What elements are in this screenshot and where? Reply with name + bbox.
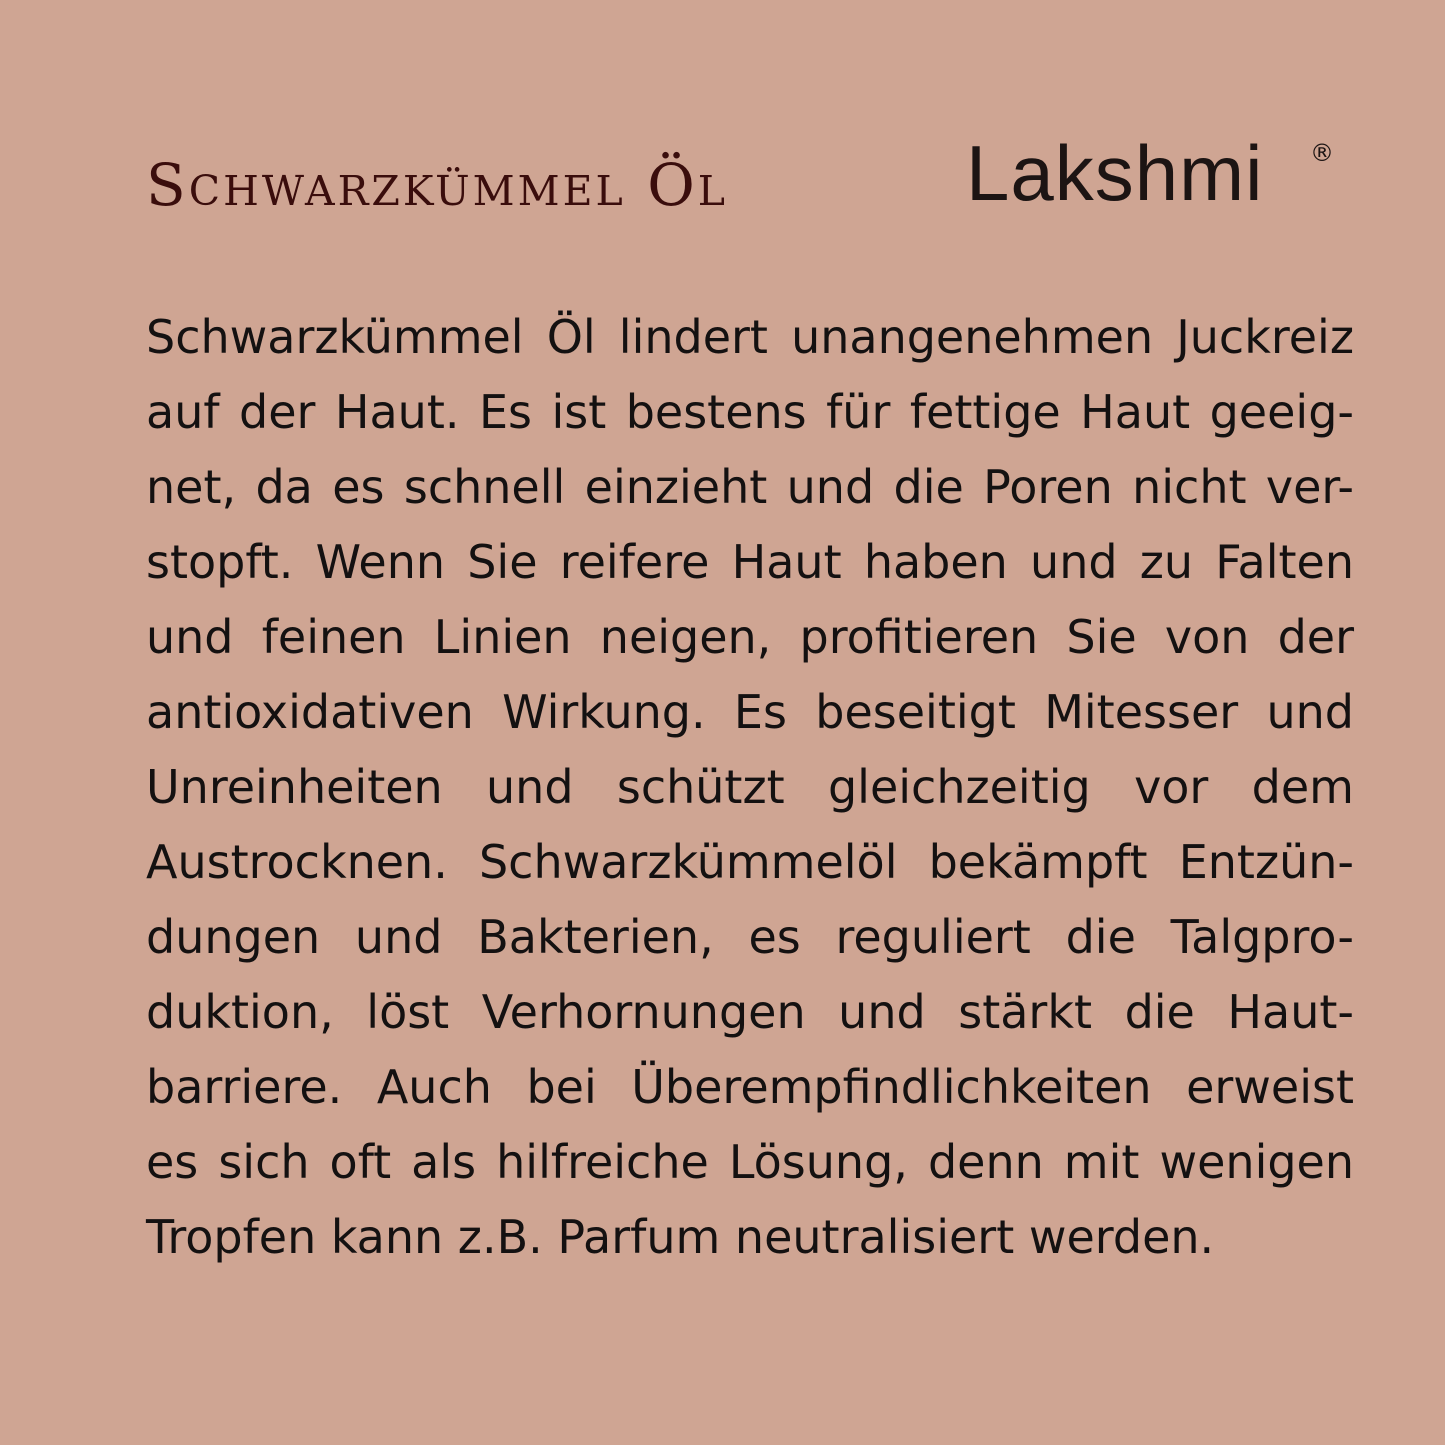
- description-line: Tropfen kann z.B. Parfum neutralisiert werden.: [146, 1210, 1215, 1264]
- description-line: duktion, löst Verhornungen und stärkt die Haut-: [146, 985, 1354, 1039]
- description-line: es sich oft als hilfreiche Lösung, denn mit wenigen: [146, 1135, 1354, 1189]
- product-description: [146, 300, 1354, 1275]
- brand-logo: Lakshmi: [966, 129, 1264, 217]
- description-line: auf der Haut. Es ist bestens für fettige Haut geeig-: [146, 385, 1354, 439]
- description-line: barriere. Auch bei Überempfindlichkeiten erweist: [146, 1060, 1354, 1114]
- description-line: dungen und Bakterien, es reguliert die Talgpro-: [146, 910, 1354, 964]
- description-line: Austrocknen. Schwarzkümmelöl bekämpft Entzün-: [146, 835, 1354, 889]
- description-line: Schwarzkümmel Öl lindert unangenehmen Juckreiz: [146, 310, 1354, 364]
- description-line: Unreinheiten und schützt gleichzeitig vor dem: [146, 760, 1354, 814]
- description-line: stopft. Wenn Sie reifere Haut haben und zu Falten: [146, 535, 1354, 589]
- description-line: net, da es schnell einzieht und die Poren nicht ver-: [146, 460, 1354, 514]
- registered-trademark-mark: ®: [1310, 139, 1334, 167]
- description-line: antioxidativen Wirkung. Es beseitigt Mitesser und: [146, 685, 1354, 739]
- product-title: Schwarzkümmel Öl: [146, 151, 728, 219]
- description-line: und feinen Linien neigen, profitieren Sie von der: [146, 610, 1354, 664]
